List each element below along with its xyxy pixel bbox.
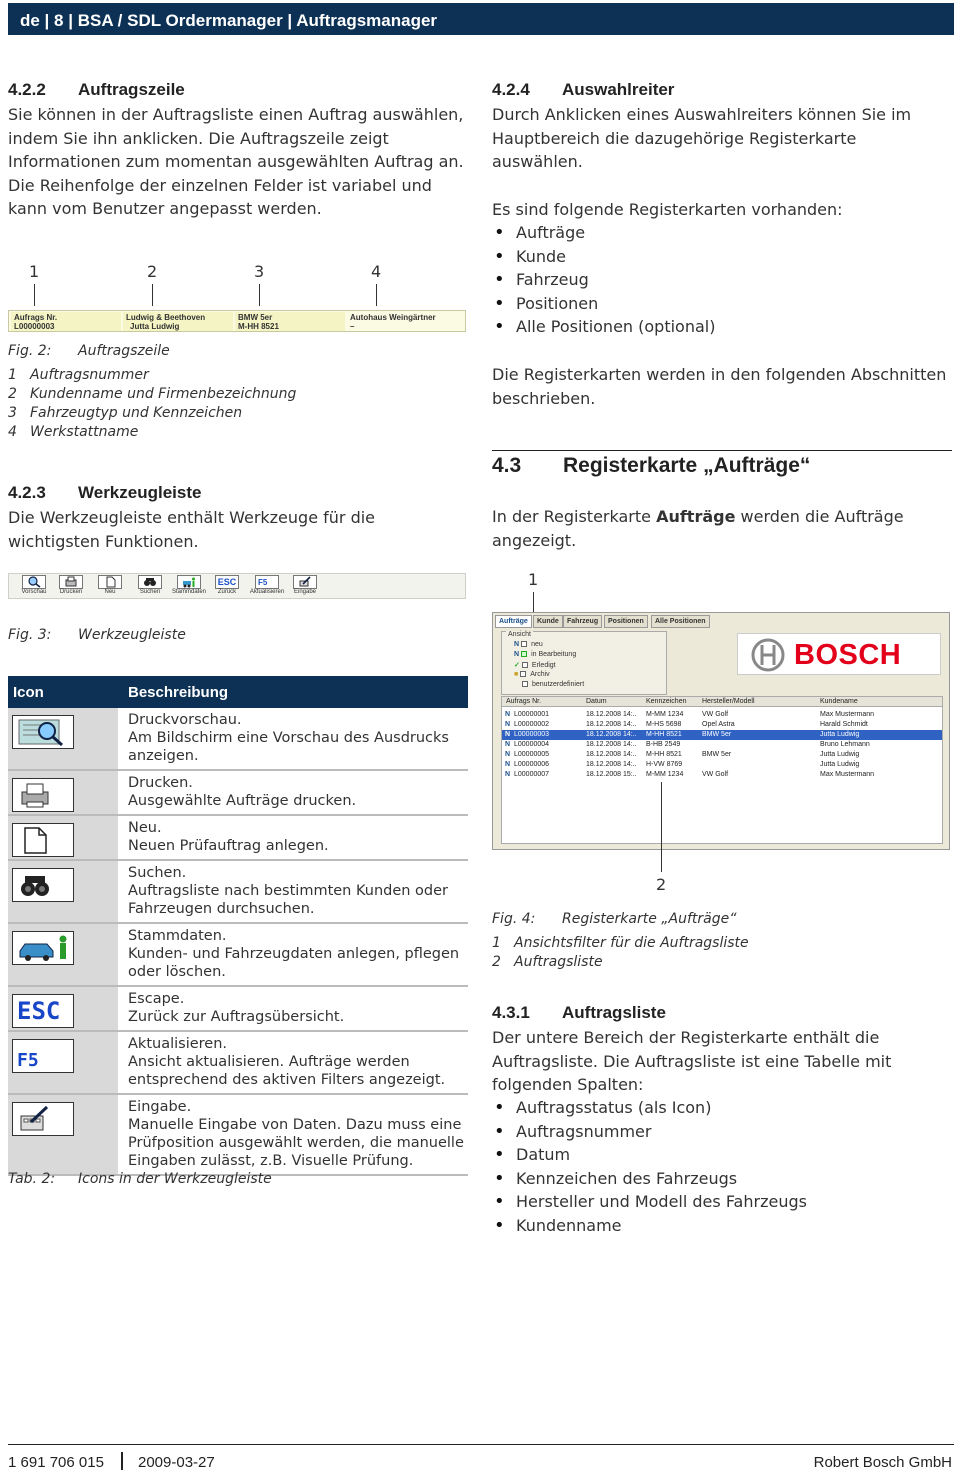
- bosch-armature-icon: [750, 638, 786, 672]
- table-row: Druckvorschau. Am Bildschirm eine Vorschau des Ausdrucks anzeigen.: [8, 708, 468, 770]
- callout-line-4: [376, 284, 377, 306]
- section-4-3-1-heading: 4.3.1 Auftragsliste: [492, 1003, 666, 1022]
- tab-positionen[interactable]: Positionen: [604, 615, 648, 628]
- toolbar-new-button[interactable]: Neu: [90, 575, 130, 595]
- tabs-list: [492, 221, 950, 339]
- section-4-3-heading: 4.3 Registerkarte „Aufträge“: [492, 454, 811, 477]
- columns-list: [492, 1096, 950, 1238]
- table-row: Drucken. Ausgewählte Aufträge drucken.: [8, 770, 468, 815]
- toolbar-refresh-button[interactable]: F5 Aktualisieren: [247, 575, 287, 595]
- callout-4: 4: [371, 262, 382, 281]
- icons-table: [8, 676, 468, 1176]
- filter-custom[interactable]: benutzerdefiniert: [514, 681, 584, 688]
- tab-2-caption: Tab. 2: Icons in der Werkzeugleiste: [8, 1171, 272, 1187]
- footer-rule: [8, 1444, 954, 1445]
- tab-kunde[interactable]: Kunde: [533, 615, 563, 628]
- manual-input-icon: [293, 575, 317, 589]
- binoculars-icon: [138, 575, 162, 589]
- table-row[interactable]: N L00000004 18.12.2008 14:.. B-HB 2549 Bruno Lehmann: [505, 741, 870, 748]
- tab-auftraege[interactable]: Aufträge: [495, 615, 532, 628]
- status-new-icon: N: [514, 641, 520, 648]
- callout-line-1: [34, 284, 35, 306]
- section-4-2-2-heading: 4.2.2 Auftragszeile: [8, 80, 185, 99]
- table-row[interactable]: N L00000007 18.12.2008 15:.. M-MM 1234 VW Golf Max Mustermann: [505, 771, 875, 778]
- filter-in-progress[interactable]: N in Bearbeitung: [514, 651, 577, 658]
- workshop-field: Autohaus Weingärtner –: [350, 313, 436, 331]
- table-row: F5 Aktualisieren. Ansicht aktualisieren. Aufträge werden entsprechend des aktiven Filters angezeigt.: [8, 1031, 468, 1094]
- printer-icon: [12, 778, 74, 812]
- section-4-2-4-text: Durch Anklicken eines Auswahlreiters können Sie im Hauptbereich die dazugehörige Registerkarte auswählen.: [492, 105, 912, 172]
- binoculars-icon: [12, 868, 74, 902]
- list-item: • Datum: [492, 1143, 950, 1167]
- section-4-2-3-text: Die Werkzeugleiste enthält Werkzeuge für die wichtigsten Funktionen.: [8, 508, 376, 551]
- status-progress-icon: N: [514, 651, 520, 658]
- callout-line-2: [152, 284, 153, 306]
- new-document-icon: [12, 823, 74, 857]
- section-4-2-2-text: Sie können in der Auftragsliste einen Auftrag auswählen, indem Sie ihn anklicken. Die Auftragszeile zeigt Informationen zum momentan ausgewählten Auftrag an. Die Reihenfolge der einzelnen Felder ist variabel und kann vom Benutzer angepasst werden.: [8, 105, 464, 219]
- table-row[interactable]: N L00000006 18.12.2008 14:.. H-VW 8769 Jutta Ludwig: [505, 761, 860, 768]
- archive-icon: ■: [514, 671, 519, 678]
- table-row: Neu. Neuen Prüfauftrag anlegen.: [8, 815, 468, 860]
- customer-field: Ludwig & Beethoven Jutta Ludwig: [123, 312, 233, 331]
- list-item: • Positionen: [492, 292, 950, 316]
- list-item: • Aufträge: [492, 221, 950, 245]
- orders-tab-screenshot: [492, 612, 950, 850]
- table-header-icon: Icon: [8, 676, 118, 708]
- bosch-wordmark: BOSCH: [794, 639, 902, 671]
- toolbar-input-button[interactable]: Eingabe: [285, 575, 325, 595]
- callout-2: 2: [656, 875, 667, 894]
- esc-icon: ESC: [215, 575, 239, 589]
- list-item: • Kundenname: [492, 1214, 950, 1238]
- f5-icon: F5: [12, 1039, 74, 1073]
- filter-archive[interactable]: ■ Archiv: [514, 671, 550, 678]
- callout-3: 3: [254, 262, 265, 281]
- order-number-field: Aufrags Nr. L00000003: [11, 312, 121, 331]
- section-divider: [492, 450, 952, 451]
- footer-date: 2009-03-27: [138, 1454, 215, 1471]
- tab-fahrzeug[interactable]: Fahrzeug: [563, 615, 602, 628]
- section-4-2-3-heading: 4.2.3 Werkzeugleiste: [8, 483, 202, 502]
- list-item: • Kennzeichen des Fahrzeugs: [492, 1167, 950, 1191]
- table-row: Suchen. Auftragsliste nach bestimmten Kunden oder Fahrzeugen durchsuchen.: [8, 860, 468, 923]
- list-item: • Kunde: [492, 245, 950, 269]
- section-4-2-4-heading: 4.2.4 Auswahlreiter: [492, 80, 675, 99]
- new-document-icon: [98, 575, 122, 589]
- section-4-3-text: In der Registerkarte Aufträge werden die Aufträge angezeigt.: [492, 507, 904, 550]
- list-item: • Auftragsnummer: [492, 1120, 950, 1144]
- list-item: • Alle Positionen (optional): [492, 315, 950, 339]
- footer-doc-number: 1 691 706 015: [8, 1454, 104, 1471]
- magnifier-icon: [22, 575, 46, 589]
- toolbar-preview-button[interactable]: Vorschau: [14, 575, 54, 595]
- footer-separator: [121, 1452, 123, 1470]
- bosch-logo: [737, 633, 941, 675]
- order-line-screenshot: [8, 310, 466, 332]
- list-item: • Auftragsstatus (als Icon): [492, 1096, 950, 1120]
- section-4-3-1-text: Der untere Bereich der Registerkarte enthält die Auftragsliste. Die Auftragsliste ist eine Tabelle mit folgenden Spalten:: [492, 1028, 892, 1095]
- table-row[interactable]: N L00000002 18.12.2008 14:.. M-HS 5698 Opel Astra Harald Schmidt: [505, 721, 868, 728]
- order-list-header: Aufrags Nr. Datum Kennzeichen Hersteller/Modell Kundename: [502, 697, 942, 707]
- callout-line-3: [259, 284, 260, 306]
- callout-line-2: [661, 782, 662, 872]
- table-row: Eingabe. Manuelle Eingabe von Daten. Dazu muss eine Prüfposition ausgewählt werden, die manuelle Eingaben zulässt, z.B. Visuelle Prüfung.: [8, 1094, 468, 1175]
- table-row-selected[interactable]: N L00000003 18.12.2008 14:.. M-HH 8521 BMW 5er Jutta Ludwig: [502, 730, 942, 740]
- f5-icon: F5: [255, 575, 279, 589]
- order-list: [501, 696, 943, 844]
- toolbar-search-button[interactable]: Suchen: [130, 575, 170, 595]
- fig-3-caption: Fig. 3: Werkzeugleiste: [8, 627, 186, 643]
- filter-title: Ansicht: [508, 631, 531, 638]
- page-header: de | 8 | BSA / SDL Ordermanager | Auftragsmanager: [8, 3, 954, 35]
- toolbar-masterdata-button[interactable]: Stammdaten: [169, 575, 209, 595]
- callout-2: 2: [147, 262, 158, 281]
- list-item: • Hersteller und Modell des Fahrzeugs: [492, 1190, 950, 1214]
- filter-new[interactable]: N neu: [514, 641, 543, 648]
- esc-icon: ESC: [12, 994, 74, 1028]
- tabs-intro-text: Es sind folgende Registerkarten vorhanden:: [492, 200, 843, 219]
- callout-1: 1: [29, 262, 40, 281]
- table-row[interactable]: N L00000001 18.12.2008 14:.. M-MM 1234 VW Golf Max Mustermann: [505, 711, 875, 718]
- toolbar-print-button[interactable]: Drucken: [51, 575, 91, 595]
- tab-alle-positionen[interactable]: Alle Positionen: [651, 615, 710, 628]
- table-header-description: Beschreibung: [118, 676, 468, 708]
- footer-company: Robert Bosch GmbH: [813, 1454, 952, 1471]
- table-row: Stammdaten. Kunden- und Fahrzeugdaten anlegen, pflegen oder löschen.: [8, 923, 468, 986]
- toolbar-screenshot: [8, 573, 466, 599]
- manual-input-icon: [12, 1102, 74, 1136]
- table-row[interactable]: N L00000005 18.12.2008 14:.. M-HH 8521 BMW 5er Jutta Ludwig: [505, 751, 860, 758]
- fig-4-caption: Fig. 4: Registerkarte „Aufträge“ 1 Ansichtsfilter für die Auftragsliste 2 Auftragsliste: [492, 911, 749, 970]
- view-filter: [501, 631, 667, 695]
- tabs-outro-text: Die Registerkarten werden in den folgenden Abschnitten beschrieben.: [492, 365, 947, 408]
- magnifier-icon: [12, 715, 74, 749]
- vehicle-field: BMW 5er M-HH 8521: [235, 312, 345, 331]
- filter-done[interactable]: ✓ Erledigt: [514, 662, 556, 669]
- printer-icon: [59, 575, 83, 589]
- list-item: • Fahrzeug: [492, 268, 950, 292]
- toolbar-back-button[interactable]: ESC Zurück: [207, 575, 247, 595]
- car-person-icon: [12, 931, 74, 965]
- fig-2-caption: Fig. 2: Auftragszeile 1 Auftragsnummer 2 Kundenname und Firmenbezeichnung 3 Fahrzeugtyp und Kennzeichen 4 Werkstattname: [8, 343, 297, 440]
- check-icon: ✓: [514, 662, 520, 669]
- callout-1: 1: [528, 570, 539, 589]
- car-person-icon: [177, 575, 201, 589]
- table-row: ESC Escape. Zurück zur Auftragsübersicht.: [8, 986, 468, 1031]
